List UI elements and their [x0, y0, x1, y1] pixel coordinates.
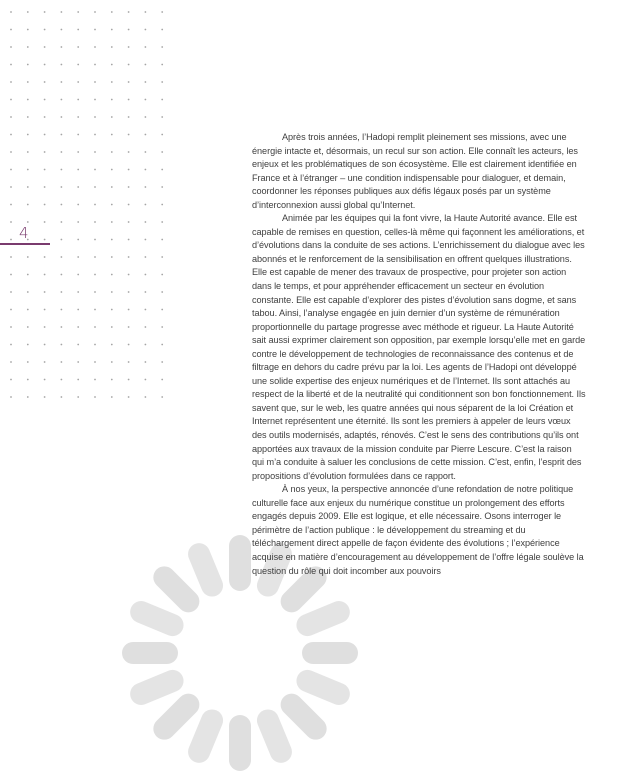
grid-dot: [128, 151, 130, 153]
grid-dot: [10, 361, 12, 363]
grid-dot: [61, 204, 63, 206]
grid-dot: [111, 361, 113, 363]
grid-dot: [27, 64, 29, 66]
grid-dot: [161, 116, 163, 118]
grid-dot: [44, 134, 46, 136]
grid-dot: [27, 291, 29, 293]
grid-dot: [27, 116, 29, 118]
grid-dot: [27, 396, 29, 398]
grid-dot: [77, 361, 79, 363]
page-number-rule: [0, 243, 50, 245]
grid-dot: [94, 116, 96, 118]
grid-dot: [111, 64, 113, 66]
grid-dot: [77, 64, 79, 66]
grid-dot: [10, 309, 12, 311]
grid-dot: [77, 116, 79, 118]
grid-dot: [145, 361, 147, 363]
grid-dot: [10, 379, 12, 381]
grid-dot: [145, 134, 147, 136]
grid-dot: [61, 379, 63, 381]
grid-dot: [44, 344, 46, 346]
grid-dot: [161, 29, 163, 31]
grid-dot: [27, 361, 29, 363]
grid-dot: [44, 256, 46, 258]
grid-dot: [77, 221, 79, 223]
grid-dot: [145, 11, 147, 13]
grid-dot: [44, 396, 46, 398]
grid-dot: [27, 186, 29, 188]
grid-dot: [10, 396, 12, 398]
grid-dot: [94, 134, 96, 136]
grid-dot: [145, 186, 147, 188]
grid-dot: [161, 344, 163, 346]
grid-dot: [77, 186, 79, 188]
grid-dot: [161, 239, 163, 241]
page-number: 4: [19, 224, 29, 242]
grid-dot: [27, 99, 29, 101]
grid-dot: [44, 239, 46, 241]
grid-dot: [77, 274, 79, 276]
grid-dot: [27, 221, 29, 223]
grid-dot: [111, 326, 113, 328]
grid-dot: [145, 344, 147, 346]
grid-dot: [111, 116, 113, 118]
grid-dot: [128, 309, 130, 311]
grid-dot: [145, 64, 147, 66]
grid-dot: [111, 256, 113, 258]
grid-dot: [111, 274, 113, 276]
grid-dot: [10, 239, 12, 241]
grid-dot: [94, 309, 96, 311]
grid-dot: [27, 46, 29, 48]
grid-dot: [145, 379, 147, 381]
grid-dot: [94, 361, 96, 363]
grid-dot: [111, 379, 113, 381]
grid-dot: [111, 11, 113, 13]
grid-dot: [77, 46, 79, 48]
grid-dot: [61, 274, 63, 276]
decorative-dot-grid: [0, 0, 175, 420]
grid-dot: [128, 169, 130, 171]
grid-dot: [61, 291, 63, 293]
grid-dot: [94, 204, 96, 206]
grid-dot: [10, 11, 12, 13]
grid-dot: [94, 99, 96, 101]
grid-dot: [145, 239, 147, 241]
grid-dot: [128, 64, 130, 66]
grid-dot: [10, 186, 12, 188]
grid-dot: [111, 151, 113, 153]
grid-dot: [128, 116, 130, 118]
grid-dot: [161, 256, 163, 258]
grid-dot: [145, 396, 147, 398]
grid-dot: [128, 326, 130, 328]
grid-dot: [61, 186, 63, 188]
grid-dot: [161, 396, 163, 398]
grid-dot: [77, 29, 79, 31]
grid-dot: [128, 221, 130, 223]
grid-dot: [161, 204, 163, 206]
grid-dot: [77, 239, 79, 241]
grid-dot: [10, 134, 12, 136]
grid-dot: [61, 64, 63, 66]
grid-dot: [61, 151, 63, 153]
grid-dot: [61, 134, 63, 136]
grid-dot: [94, 256, 96, 258]
grid-dot: [94, 11, 96, 13]
grid-dot: [44, 169, 46, 171]
grid-dot: [94, 396, 96, 398]
grid-dot: [61, 221, 63, 223]
grid-dot: [10, 204, 12, 206]
grid-dot: [161, 186, 163, 188]
grid-dot: [27, 326, 29, 328]
grid-dot: [44, 46, 46, 48]
grid-dot: [77, 396, 79, 398]
grid-dot: [161, 274, 163, 276]
grid-dot: [10, 274, 12, 276]
grid-dot: [111, 204, 113, 206]
grid-dot: [94, 291, 96, 293]
grid-dot: [161, 46, 163, 48]
grid-dot: [44, 361, 46, 363]
grid-dot: [10, 29, 12, 31]
grid-dot: [94, 81, 96, 83]
grid-dot: [61, 239, 63, 241]
grid-dot: [161, 169, 163, 171]
grid-dot: [128, 186, 130, 188]
grid-dot: [145, 221, 147, 223]
grid-dot: [145, 274, 147, 276]
grid-dot: [161, 11, 163, 13]
grid-dot: [145, 46, 147, 48]
grid-dot: [111, 221, 113, 223]
grid-dot: [27, 344, 29, 346]
grid-dot: [161, 134, 163, 136]
grid-dot: [128, 134, 130, 136]
grid-dot: [145, 81, 147, 83]
grid-dot: [161, 99, 163, 101]
grid-dot: [111, 186, 113, 188]
grid-dot: [10, 64, 12, 66]
grid-dot: [77, 326, 79, 328]
grid-dot: [44, 81, 46, 83]
grid-dot: [77, 81, 79, 83]
grid-dot: [128, 204, 130, 206]
grid-dot: [77, 379, 79, 381]
spinner-bar: [229, 715, 251, 771]
grid-dot: [161, 361, 163, 363]
grid-dot: [161, 291, 163, 293]
grid-dot: [145, 326, 147, 328]
grid-dot: [44, 186, 46, 188]
grid-dot: [44, 274, 46, 276]
grid-dot: [77, 11, 79, 13]
grid-dot: [94, 379, 96, 381]
grid-dot: [145, 169, 147, 171]
grid-dot: [61, 99, 63, 101]
grid-dot: [145, 291, 147, 293]
grid-dot: [145, 99, 147, 101]
grid-dot: [27, 151, 29, 153]
paragraph: À nos yeux, la perspective annoncée d’une refondation de notre politique culturelle face aux enjeux du numérique constitue un prolongement des efforts engagés depuis 2009. Elle est logique, et elle nécessaire. Osons interroger le périmètre de l’action publique : le développement du streaming et du téléchargement direct appelle de façon évidente des évolutions ; l’expérience acquise en matière d’encouragement au développement de l’offre légale soulève la question du rôle qui doit incomber aux pouvoirs: [252, 484, 584, 576]
grid-dot: [10, 326, 12, 328]
grid-dot: [77, 256, 79, 258]
grid-dot: [27, 274, 29, 276]
grid-dot: [10, 169, 12, 171]
grid-dot: [27, 81, 29, 83]
grid-dot: [77, 99, 79, 101]
grid-dot: [27, 169, 29, 171]
grid-dot: [94, 344, 96, 346]
grid-dot: [94, 29, 96, 31]
grid-dot: [145, 116, 147, 118]
grid-dot: [161, 221, 163, 223]
grid-dot: [44, 204, 46, 206]
grid-dot: [44, 11, 46, 13]
grid-dot: [77, 169, 79, 171]
grid-dot: [10, 99, 12, 101]
spinner-bar: [122, 642, 178, 664]
grid-dot: [61, 169, 63, 171]
grid-dot: [61, 396, 63, 398]
grid-dot: [61, 344, 63, 346]
grid-dot: [10, 81, 12, 83]
grid-dot: [61, 81, 63, 83]
grid-dot: [161, 379, 163, 381]
grid-dot: [61, 29, 63, 31]
grid-dot: [128, 256, 130, 258]
grid-dot: [128, 291, 130, 293]
grid-dot: [10, 221, 12, 223]
grid-dot: [27, 11, 29, 13]
grid-dot: [44, 151, 46, 153]
grid-dot: [161, 309, 163, 311]
grid-dot: [94, 151, 96, 153]
grid-dot: [77, 291, 79, 293]
grid-dot: [44, 99, 46, 101]
grid-dot: [161, 81, 163, 83]
grid-dot: [111, 309, 113, 311]
grid-dot: [111, 169, 113, 171]
grid-dot: [111, 29, 113, 31]
grid-dot: [128, 361, 130, 363]
grid-dot: [61, 326, 63, 328]
grid-dot: [145, 309, 147, 311]
grid-dot: [44, 291, 46, 293]
grid-dot: [27, 134, 29, 136]
grid-dot: [94, 64, 96, 66]
grid-dot: [61, 116, 63, 118]
grid-dot: [145, 151, 147, 153]
grid-dot: [44, 221, 46, 223]
grid-dot: [128, 344, 130, 346]
grid-dot: [94, 46, 96, 48]
grid-dot: [44, 379, 46, 381]
grid-dot: [111, 291, 113, 293]
grid-dot: [77, 151, 79, 153]
grid-dot: [111, 99, 113, 101]
grid-dot: [128, 46, 130, 48]
grid-dot: [128, 379, 130, 381]
grid-dot: [61, 11, 63, 13]
grid-dot: [94, 221, 96, 223]
grid-dot: [128, 99, 130, 101]
grid-dot: [111, 239, 113, 241]
grid-dot: [10, 46, 12, 48]
grid-dot: [128, 274, 130, 276]
grid-dot: [44, 116, 46, 118]
grid-dot: [111, 81, 113, 83]
grid-dot: [128, 29, 130, 31]
grid-dot: [27, 204, 29, 206]
grid-dot: [128, 239, 130, 241]
grid-dot: [128, 81, 130, 83]
grid-dot: [161, 64, 163, 66]
grid-dot: [44, 326, 46, 328]
grid-dot: [128, 396, 130, 398]
grid-dot: [111, 46, 113, 48]
grid-dot: [77, 134, 79, 136]
grid-dot: [44, 64, 46, 66]
grid-dot: [61, 46, 63, 48]
grid-dot: [61, 309, 63, 311]
body-text: [252, 131, 586, 578]
grid-dot: [161, 151, 163, 153]
grid-dot: [77, 309, 79, 311]
grid-dot: [128, 11, 130, 13]
grid-dot: [10, 344, 12, 346]
grid-dot: [10, 151, 12, 153]
grid-dot: [145, 29, 147, 31]
paragraph: Animée par les équipes qui la font vivre, la Haute Autorité avance. Elle est capable de remises en question, celles-là même qui façonnent les améliorations, et d’évolutions dans la conduite de ses actions. L’enrichissement du dialogue avec les abonnés et le renforcement de la sensibilisation en offrent quelques illustrations. Elle est capable de mener des travaux de prospective, pour projeter son action dans le temps, et pour appréhender efficacement un secteur en évolution constante. Elle est capable d’explorer des pistes d’évolution sans dogme, et sans tabou. Ainsi, l’analyse engagée en juin dernier d’un système de rémunération proportionnelle du partage progresse avec méthode et rigueur. La Haute Autorité sait aussi exprimer clairement son opposition, par exemple lorsqu’elle met en garde contre le développement de technologies de reconnaissance des contenus et de filtrage en dehors du cadre prévu par la loi. Les agents de l’Hadopi ont développé une solide expertise des enjeux numériques et de l’Internet. Ils sont attachés au respect de la liberté et de la neutralité qui conditionnent son bon fonctionnement. Ils savent que, sur le web, les quatre années qui nous séparent de la loi Création et Internet représentent une éternité. Ils sont les premiers à appeler de leurs vœux des outils modernisés, adaptés, rénovés. C’est le sens des contributions qu’ils ont apportées aux travaux de la mission conduite par Pierre Lescure. C’est la raison qui m’a conduite à saluer les conclusions de cette mission. C’est, enfin, l’esprit des propositions d’évolution formulées dans ce rapport.: [252, 213, 586, 481]
grid-dot: [111, 396, 113, 398]
spinner-bar: [302, 642, 358, 664]
grid-dot: [94, 186, 96, 188]
spinner-bar: [229, 535, 251, 591]
grid-dot: [94, 169, 96, 171]
grid-dot: [61, 256, 63, 258]
grid-dot: [27, 256, 29, 258]
grid-dot: [10, 291, 12, 293]
grid-dot: [27, 309, 29, 311]
grid-dot: [10, 256, 12, 258]
grid-dot: [161, 326, 163, 328]
grid-dot: [145, 256, 147, 258]
grid-dot: [10, 116, 12, 118]
grid-dot: [27, 29, 29, 31]
grid-dot: [111, 134, 113, 136]
grid-dot: [94, 274, 96, 276]
grid-dot: [44, 29, 46, 31]
grid-dot: [27, 379, 29, 381]
grid-dot: [61, 361, 63, 363]
grid-dot: [94, 326, 96, 328]
grid-dot: [111, 344, 113, 346]
grid-dot: [145, 204, 147, 206]
grid-dot: [77, 204, 79, 206]
grid-dot: [44, 309, 46, 311]
paragraph: Après trois années, l’Hadopi remplit pleinement ses missions, avec une énergie intacte et, désormais, un recul sur son action. Elle connaît les acteurs, les enjeux et les problématiques de son écosystème. Elle est clairement identifiée en France et à l’étranger – une condition indispensable pour dialoguer, et demain, coordonner les réponses publiques aux défis légaux posés par un système d’interconnexion aussi global qu’Internet.: [252, 132, 578, 210]
grid-dot: [77, 344, 79, 346]
grid-dot: [94, 239, 96, 241]
